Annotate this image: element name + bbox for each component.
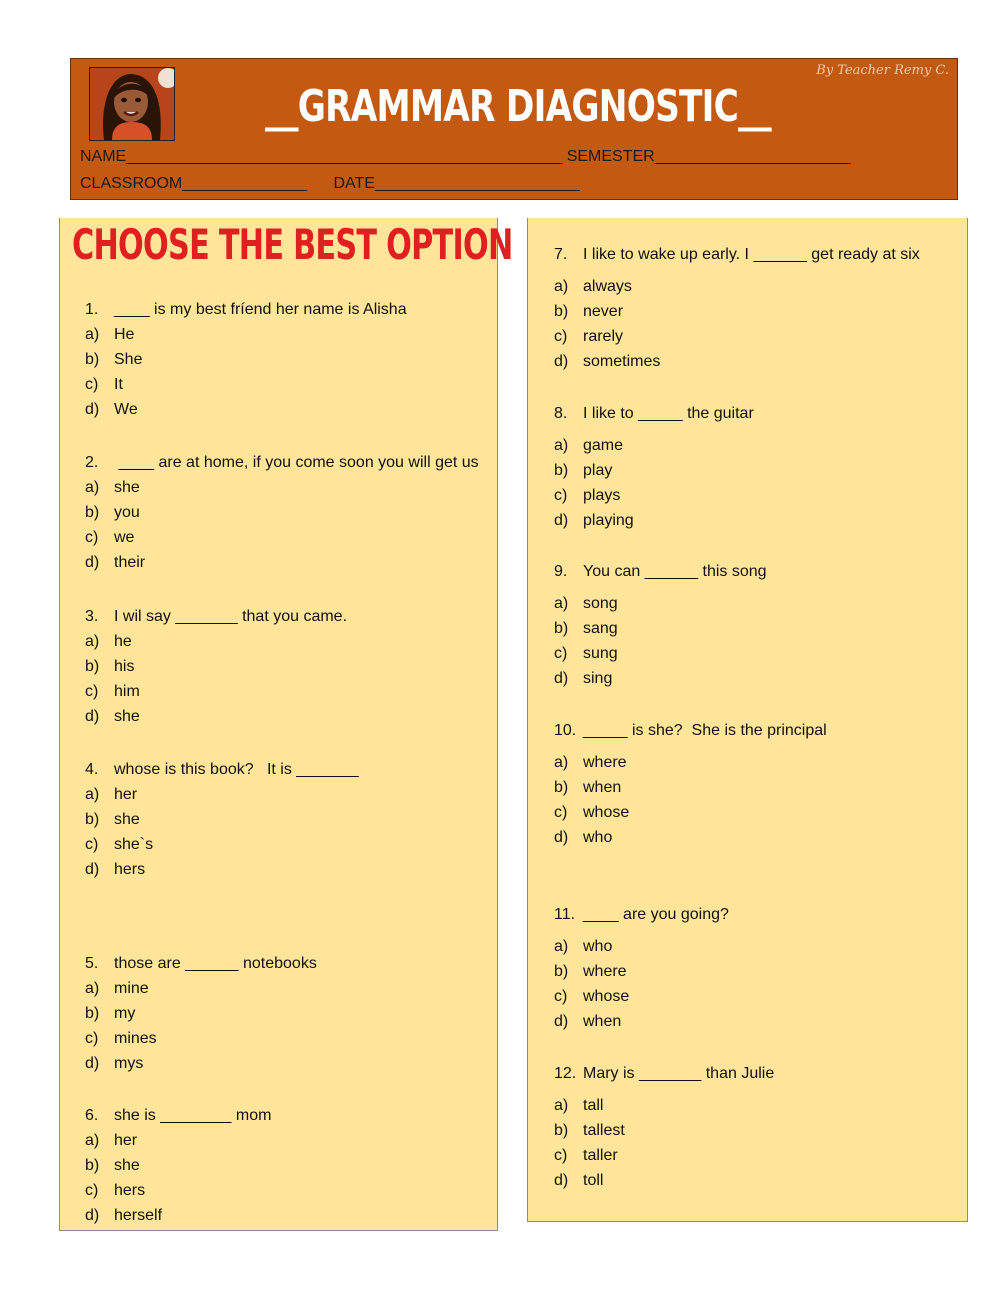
option-letter: d) [85, 1207, 100, 1224]
option-letter: d) [85, 554, 100, 571]
answer-option[interactable] [85, 397, 407, 422]
option-text: whose [583, 804, 630, 821]
answer-option[interactable] [554, 299, 920, 324]
question-text: Mary is _______ than Julie [583, 1065, 775, 1082]
option-text: It [114, 376, 123, 393]
instruction-heading: CHOOSE THE BEST OPTION [72, 220, 513, 269]
question-number: 10. [554, 722, 577, 739]
option-text: sing [583, 670, 613, 687]
question-number: 9. [554, 563, 568, 580]
answer-option[interactable] [85, 550, 479, 575]
question-2 [85, 450, 479, 575]
question-text: I like to wake up early. I ______ get ready at six [583, 246, 920, 263]
answer-option[interactable] [85, 782, 359, 807]
answer-option[interactable] [85, 322, 407, 347]
option-text: hers [114, 1182, 146, 1199]
answer-option[interactable] [554, 666, 767, 691]
option-text: hers [114, 861, 146, 878]
option-text: herself [114, 1207, 163, 1224]
classroom-date-fields: CLASSROOM______________ DATE_______________________ [80, 175, 580, 192]
option-text: his [114, 658, 135, 675]
option-letter: d) [85, 861, 100, 878]
option-letter: b) [554, 1122, 569, 1139]
question-9 [554, 559, 767, 691]
option-letter: c) [85, 836, 99, 853]
option-letter: d) [554, 1172, 569, 1189]
option-letter: a) [85, 980, 100, 997]
option-letter: b) [554, 462, 569, 479]
option-text: sung [583, 645, 618, 662]
option-text: whose [583, 988, 630, 1005]
option-letter: a) [554, 938, 569, 955]
question-prompt [554, 242, 920, 267]
question-4 [85, 757, 359, 882]
answer-option[interactable] [554, 324, 920, 349]
answer-option[interactable] [85, 832, 359, 857]
option-text: playing [583, 512, 634, 529]
question-12 [554, 1061, 774, 1193]
question-number: 7. [554, 246, 568, 263]
option-text: She [114, 351, 143, 368]
answer-option[interactable] [85, 679, 347, 704]
option-text: game [583, 437, 624, 454]
question-number: 4. [85, 761, 99, 778]
option-letter: a) [554, 595, 569, 612]
option-text: tallest [583, 1122, 625, 1139]
question-3 [85, 604, 347, 729]
option-letter: c) [554, 804, 568, 821]
question-prompt [554, 902, 729, 927]
option-letter: a) [554, 278, 569, 295]
option-text: mines [114, 1030, 157, 1047]
option-letter: b) [554, 779, 569, 796]
option-letter: c) [85, 1030, 99, 1047]
answer-option[interactable] [85, 976, 317, 1001]
option-text: always [583, 278, 632, 295]
option-letter: d) [85, 708, 100, 725]
option-letter: b) [85, 351, 100, 368]
option-letter: a) [554, 1097, 569, 1114]
question-prompt [85, 1103, 271, 1128]
option-letter: d) [85, 1055, 100, 1072]
option-letter: b) [85, 1005, 100, 1022]
question-11 [554, 902, 729, 1034]
answer-option[interactable] [85, 1051, 317, 1076]
question-prompt [85, 450, 479, 475]
option-text: sang [583, 620, 618, 637]
option-letter: b) [554, 963, 569, 980]
answer-option[interactable] [85, 629, 347, 654]
question-prompt [554, 1061, 774, 1086]
option-text: she [114, 1157, 140, 1174]
teacher-avatar [89, 67, 175, 141]
option-letter: b) [85, 1157, 100, 1174]
option-letter: b) [554, 620, 569, 637]
answer-option[interactable] [554, 984, 729, 1009]
option-letter: d) [554, 829, 569, 846]
option-text: she`s [114, 836, 154, 853]
answer-option[interactable] [554, 934, 729, 959]
option-text: her [114, 1132, 138, 1149]
option-letter: d) [554, 512, 569, 529]
option-letter: a) [85, 633, 100, 650]
question-text: ____ are at home, if you come soon you will get us [114, 454, 479, 471]
option-text: taller [583, 1147, 618, 1164]
answer-option[interactable] [554, 1118, 774, 1143]
question-text: You can ______ this song [583, 563, 767, 580]
option-letter: c) [554, 645, 568, 662]
answer-option[interactable] [554, 1093, 774, 1118]
question-text: I wil say _______ that you came. [114, 608, 348, 625]
question-prompt [85, 297, 407, 322]
option-text: you [114, 504, 140, 521]
question-prompt [85, 604, 347, 629]
answer-option[interactable] [85, 1178, 271, 1203]
option-letter: a) [554, 437, 569, 454]
worksheet-header [70, 58, 958, 200]
option-letter: c) [85, 529, 99, 546]
question-prompt [85, 951, 317, 976]
option-text: rarely [583, 328, 624, 345]
option-letter: b) [85, 504, 100, 521]
option-letter: d) [554, 670, 569, 687]
option-text: He [114, 326, 135, 343]
option-text: he [114, 633, 132, 650]
answer-option[interactable] [554, 825, 827, 850]
answer-option[interactable] [85, 372, 407, 397]
option-letter: d) [554, 353, 569, 370]
option-letter: b) [85, 658, 100, 675]
option-text: when [583, 779, 622, 796]
answer-option[interactable] [554, 616, 767, 641]
answer-option[interactable] [554, 775, 827, 800]
option-text: she [114, 811, 140, 828]
question-5 [85, 951, 317, 1076]
option-letter: b) [85, 811, 100, 828]
answer-option[interactable] [85, 1203, 271, 1228]
option-text: him [114, 683, 140, 700]
question-1 [85, 297, 407, 422]
option-letter: a) [85, 1132, 100, 1149]
answer-option[interactable] [554, 959, 729, 984]
question-text: those are ______ notebooks [114, 955, 317, 972]
option-letter: d) [554, 1013, 569, 1030]
question-10 [554, 718, 827, 850]
option-text: her [114, 786, 138, 803]
option-letter: a) [554, 754, 569, 771]
answer-option[interactable] [554, 1143, 774, 1168]
question-number: 6. [85, 1107, 99, 1124]
answer-option[interactable] [85, 857, 359, 882]
author-credit: By Teacher Remy C. [816, 63, 949, 78]
answer-option[interactable] [554, 508, 754, 533]
question-text: ____ are you going? [583, 906, 729, 923]
answer-option[interactable] [554, 800, 827, 825]
answer-option[interactable] [85, 1153, 271, 1178]
answer-option[interactable] [554, 1009, 729, 1034]
answer-option[interactable] [85, 500, 479, 525]
option-text: their [114, 554, 146, 571]
question-number: 12. [554, 1065, 577, 1082]
question-prompt [554, 401, 754, 426]
option-text: who [583, 938, 613, 955]
answer-option[interactable] [554, 458, 754, 483]
question-prompt [85, 757, 359, 782]
question-6 [85, 1103, 271, 1228]
question-text: ____ is my best fríend her name is Alisha [114, 301, 407, 318]
option-text: who [583, 829, 613, 846]
option-text: mys [114, 1055, 144, 1072]
option-text: when [583, 1013, 622, 1030]
option-letter: c) [85, 683, 99, 700]
option-letter: c) [554, 328, 568, 345]
answer-option[interactable] [554, 433, 754, 458]
option-letter: c) [85, 1182, 99, 1199]
option-text: song [583, 595, 618, 612]
option-text: we [114, 529, 135, 546]
question-number: 5. [85, 955, 99, 972]
answer-option[interactable] [85, 525, 479, 550]
option-text: never [583, 303, 624, 320]
question-8 [554, 401, 754, 533]
question-prompt [554, 718, 827, 743]
option-letter: c) [554, 487, 568, 504]
option-text: mine [114, 980, 149, 997]
answer-option[interactable] [85, 347, 407, 372]
question-text: whose is this book? It is _______ [114, 761, 359, 778]
answer-option[interactable] [85, 1026, 317, 1051]
question-7 [554, 242, 920, 374]
answer-option[interactable] [85, 1001, 317, 1026]
option-text: she [114, 479, 140, 496]
option-letter: d) [85, 401, 100, 418]
option-text: sometimes [583, 353, 661, 370]
answer-option[interactable] [85, 1128, 271, 1153]
option-text: she [114, 708, 140, 725]
option-text: play [583, 462, 613, 479]
question-prompt [554, 559, 767, 584]
answer-option[interactable] [554, 1168, 774, 1193]
question-number: 3. [85, 608, 99, 625]
option-text: We [114, 401, 138, 418]
question-number: 8. [554, 405, 568, 422]
answer-option[interactable] [85, 807, 359, 832]
answer-option[interactable] [85, 704, 347, 729]
answer-option[interactable] [85, 654, 347, 679]
answer-option[interactable] [554, 483, 754, 508]
question-text: she is ________ mom [114, 1107, 272, 1124]
option-text: my [114, 1005, 136, 1022]
question-number: 11. [554, 906, 576, 923]
option-text: tall [583, 1097, 604, 1114]
option-text: where [583, 754, 627, 771]
option-letter: a) [85, 326, 100, 343]
answer-option[interactable] [554, 750, 827, 775]
option-letter: c) [554, 988, 568, 1005]
question-number: 1. [85, 301, 99, 318]
answer-option[interactable] [85, 475, 479, 500]
option-letter: a) [85, 479, 100, 496]
option-text: where [583, 963, 627, 980]
question-number: 2. [85, 454, 99, 471]
question-text: _____ is she? She is the principal [583, 722, 827, 739]
option-letter: a) [85, 786, 100, 803]
worksheet-title: __GRAMMAR DIAGNOSTIC__ [264, 81, 771, 132]
name-semester-fields: NAME_________________________________________________ SEMESTER______________________ [80, 148, 851, 165]
answer-option[interactable] [554, 274, 920, 299]
option-text: toll [583, 1172, 604, 1189]
option-text: plays [583, 487, 621, 504]
option-letter: c) [85, 376, 99, 393]
answer-option[interactable] [554, 591, 767, 616]
option-letter: c) [554, 1147, 568, 1164]
question-text: I like to _____ the guitar [583, 405, 754, 422]
answer-option[interactable] [554, 641, 767, 666]
option-letter: b) [554, 303, 569, 320]
answer-option[interactable] [554, 349, 920, 374]
